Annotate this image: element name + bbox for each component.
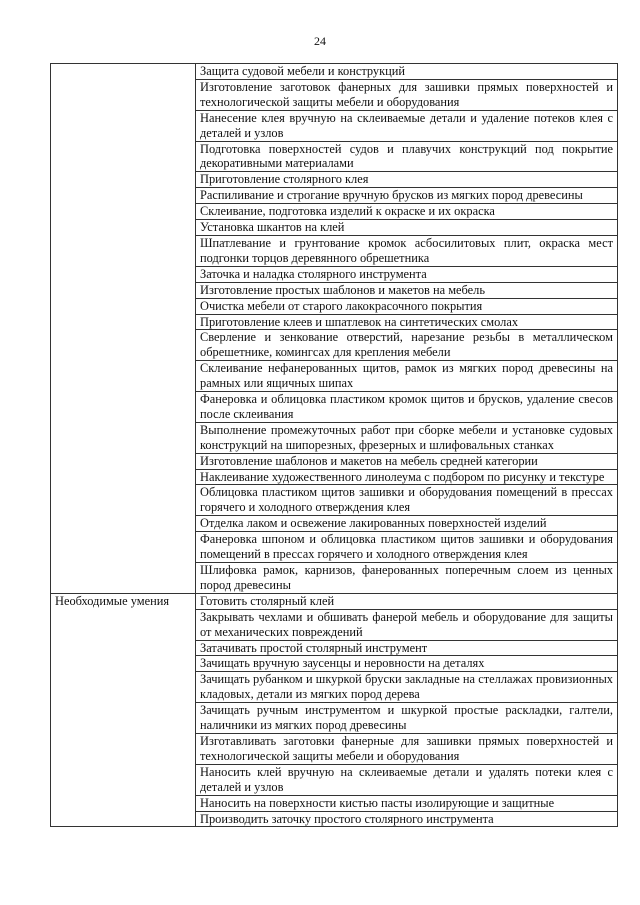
item-text: Защита судовой мебели и конструкций	[196, 64, 618, 80]
item-text: Распиливание и строгание вручную брусков из мягких пород древесины	[196, 188, 618, 204]
item-text: Облицовка пластиком щитов зашивки и оборудования помещений в прессах горячего и холодного отверждения клея	[196, 485, 618, 516]
item-text: Склеивание, подготовка изделий к окраске и их окраска	[196, 204, 618, 220]
item-text: Отделка лаком и освежение лакированных поверхностей изделий	[196, 516, 618, 532]
item-text: Очистка мебели от старого лакокрасочного покрытия	[196, 298, 618, 314]
item-text: Выполнение промежуточных работ при сборке мебели и установке судовых конструкций на шипорезных, фрезерных и шлифовальных станках	[196, 422, 618, 453]
item-text: Производить заточку простого столярного инструмента	[196, 811, 618, 827]
item-text: Наклеивание художественного линолеума с подбором по рисунку и текстуре	[196, 469, 618, 485]
item-text: Затачивать простой столярный инструмент	[196, 640, 618, 656]
section-label: Необходимые умения	[51, 593, 196, 827]
item-text: Приготовление столярного клея	[196, 172, 618, 188]
item-text: Зачищать вручную заусенцы и неровности на деталях	[196, 656, 618, 672]
table-row	[51, 64, 618, 80]
item-text: Наносить на поверхности кистью пасты изолирующие и защитные	[196, 795, 618, 811]
item-text: Фанеровка и облицовка пластиком кромок щитов и брусков, удаление свесов после склеивания	[196, 392, 618, 423]
item-text: Нанесение клея вручную на склеиваемые детали и удаление потеков клея с деталей и узлов	[196, 110, 618, 141]
item-text: Шлифовка рамок, карнизов, фанерованных поперечным слоем из ценных пород древесины	[196, 563, 618, 594]
item-text: Наносить клей вручную на склеиваемые детали и удалять потеки клея с деталей и узлов	[196, 764, 618, 795]
item-text: Сверление и зенкование отверстий, нарезание резьбы в металлическом обрешетнике, комингсах для крепления мебели	[196, 330, 618, 361]
item-text: Изготовление заготовок фанерных для зашивки прямых поверхностей и технологической защиты мебели и оборудования	[196, 79, 618, 110]
item-text: Закрывать чехлами и обшивать фанерой мебель и оборудование для защиты от механических повреждений	[196, 609, 618, 640]
page-number: 24	[314, 34, 326, 48]
item-text: Изготовление шаблонов и макетов на мебель средней категории	[196, 453, 618, 469]
item-text: Изготовление простых шаблонов и макетов на мебель	[196, 282, 618, 298]
competency-table	[50, 63, 618, 827]
item-text: Подготовка поверхностей судов и плавучих конструкций под покрытие декоративными материалами	[196, 141, 618, 172]
item-text: Зачищать ручным инструментом и шкуркой простые раскладки, галтели, наличники из мягких пород древесины	[196, 703, 618, 734]
item-text: Готовить столярный клей	[196, 593, 618, 609]
item-text: Фанеровка шпоном и облицовка пластиком щитов зашивки и оборудования помещений в прессах горячего и холодного отверждения клея	[196, 532, 618, 563]
item-text: Заточка и наладка столярного инструмента	[196, 266, 618, 282]
item-text: Зачищать рубанком и шкуркой бруски закладные на стеллажах провизионных кладовых, детали из мягких пород дерева	[196, 672, 618, 703]
item-text: Приготовление клеев и шпатлевок на синтетических смолах	[196, 314, 618, 330]
item-text: Изготавливать заготовки фанерные для зашивки прямых поверхностей и технологической защиты мебели и оборудования	[196, 733, 618, 764]
item-text: Шпатлевание и грунтование кромок асбосилитовых плит, окраска мест подгонки торцов деревянного обрешетника	[196, 235, 618, 266]
section-label	[51, 64, 196, 594]
item-text: Склеивание нефанерованных щитов, рамок из мягких пород древесины на рамных или ящичных шипах	[196, 361, 618, 392]
table-body	[51, 64, 618, 827]
item-text: Установка шкантов на клей	[196, 220, 618, 236]
table-row	[51, 593, 618, 609]
